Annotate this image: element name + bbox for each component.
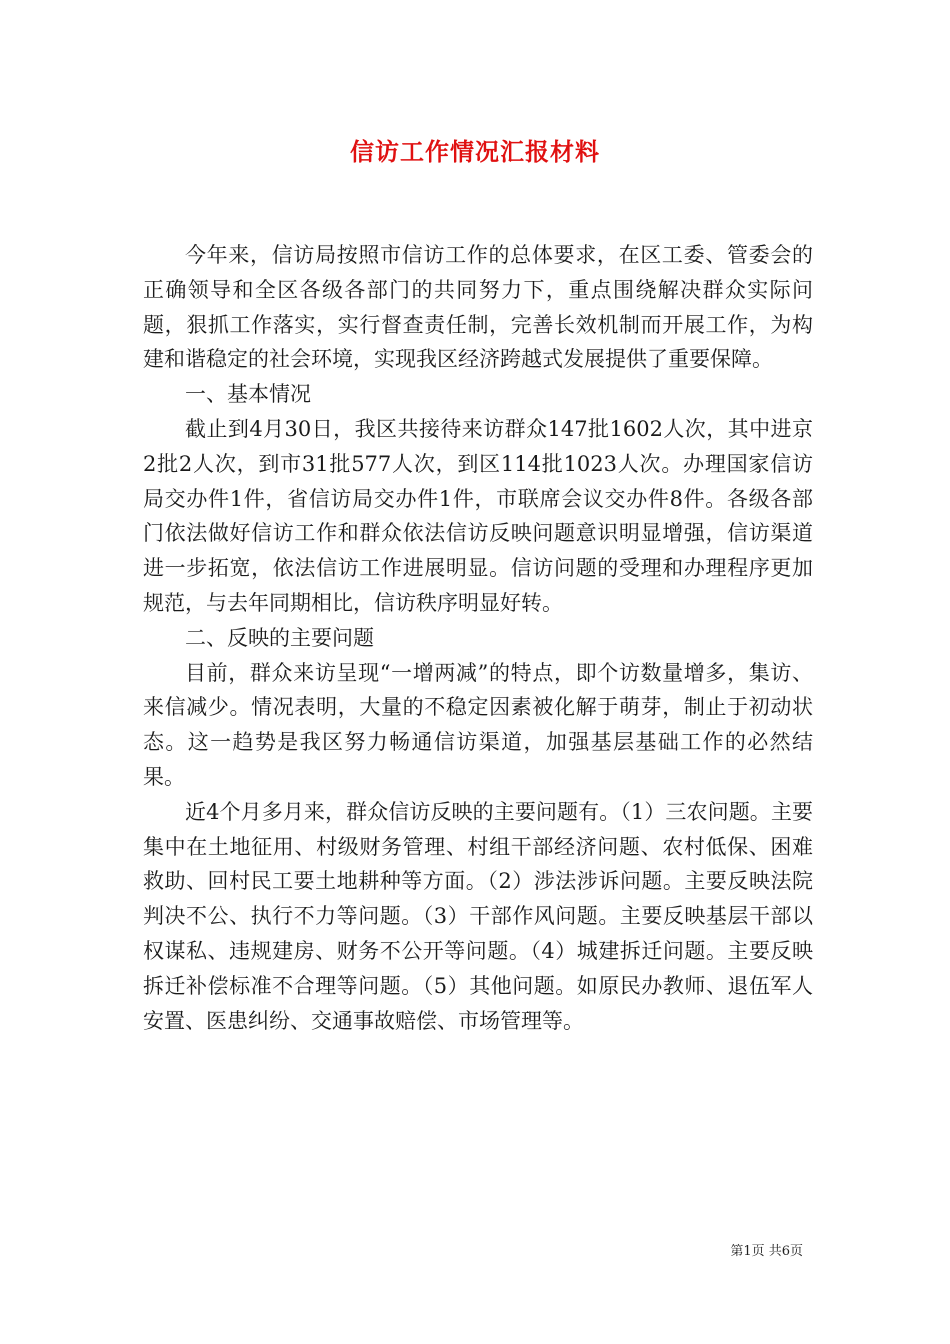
document-body — [143, 238, 813, 1038]
document-title: 信访工作情况汇报材料 — [350, 137, 600, 166]
paragraph-intro: 今年来，信访局按照市信访工作的总体要求，在区工委、管委会的正确领导和全区各级各部门的共同努力下，重点围绕解决群众实际问题，狠抓工作落实，实行督查责任制，完善长效机制而开展工作，为构建和谐稳定的社会环境，实现我区经济跨越式发展提供了重要保障。 — [143, 243, 813, 372]
paragraph-main-issues: 近4个月多月来，群众信访反映的主要问题有。（1）三农问题。主要集中在土地征用、村级财务管理、村组干部经济问题、农村低保、困难救助、回村民工要土地耕种等方面。（2）涉法涉诉问题。主要反映法院判决不公、执行不力等问题。（3）干部作风问题。主要反映基层干部以权谋私、违规建房、财务不公开等问题。（4）城建拆迁问题。主要反映拆迁补偿标准不合理等问题。（5）其他问题。如原民办教师、退伍军人安置、医患纠纷、交通事故赔偿、市场管理等。 — [143, 799, 813, 1033]
section-heading-problems: 二、反映的主要问题 — [185, 625, 374, 650]
paragraph-trend: 目前，群众来访呈现“一增两减”的特点，即个访数量增多，集访、来信减少。情况表明，大量的不稳定因素被化解于萌芽，制止于初动状态。这一趋势是我区努力畅通信访渠道，加强基层基础工作的必然结果。 — [143, 660, 813, 789]
page-number: 第1页 共6页 — [730, 1244, 803, 1259]
paragraph-basic-situation: 截止到4月30日，我区共接待来访群众147批1602人次，其中进京2批2人次，到市31批577人次，到区114批1023人次。办理国家信访局交办件1件，省信访局交办件1件，市联席会议交办件8件。各级各部门依法做好信访工作和群众依法信访反映问题意识明显增强，信访渠道进一步拓宽，依法信访工作进展明显。信访问题的受理和办理程序更加规范，与去年同期相比，信访秩序明显好转。 — [143, 416, 813, 615]
section-heading-basic: 一、基本情况 — [185, 382, 311, 407]
